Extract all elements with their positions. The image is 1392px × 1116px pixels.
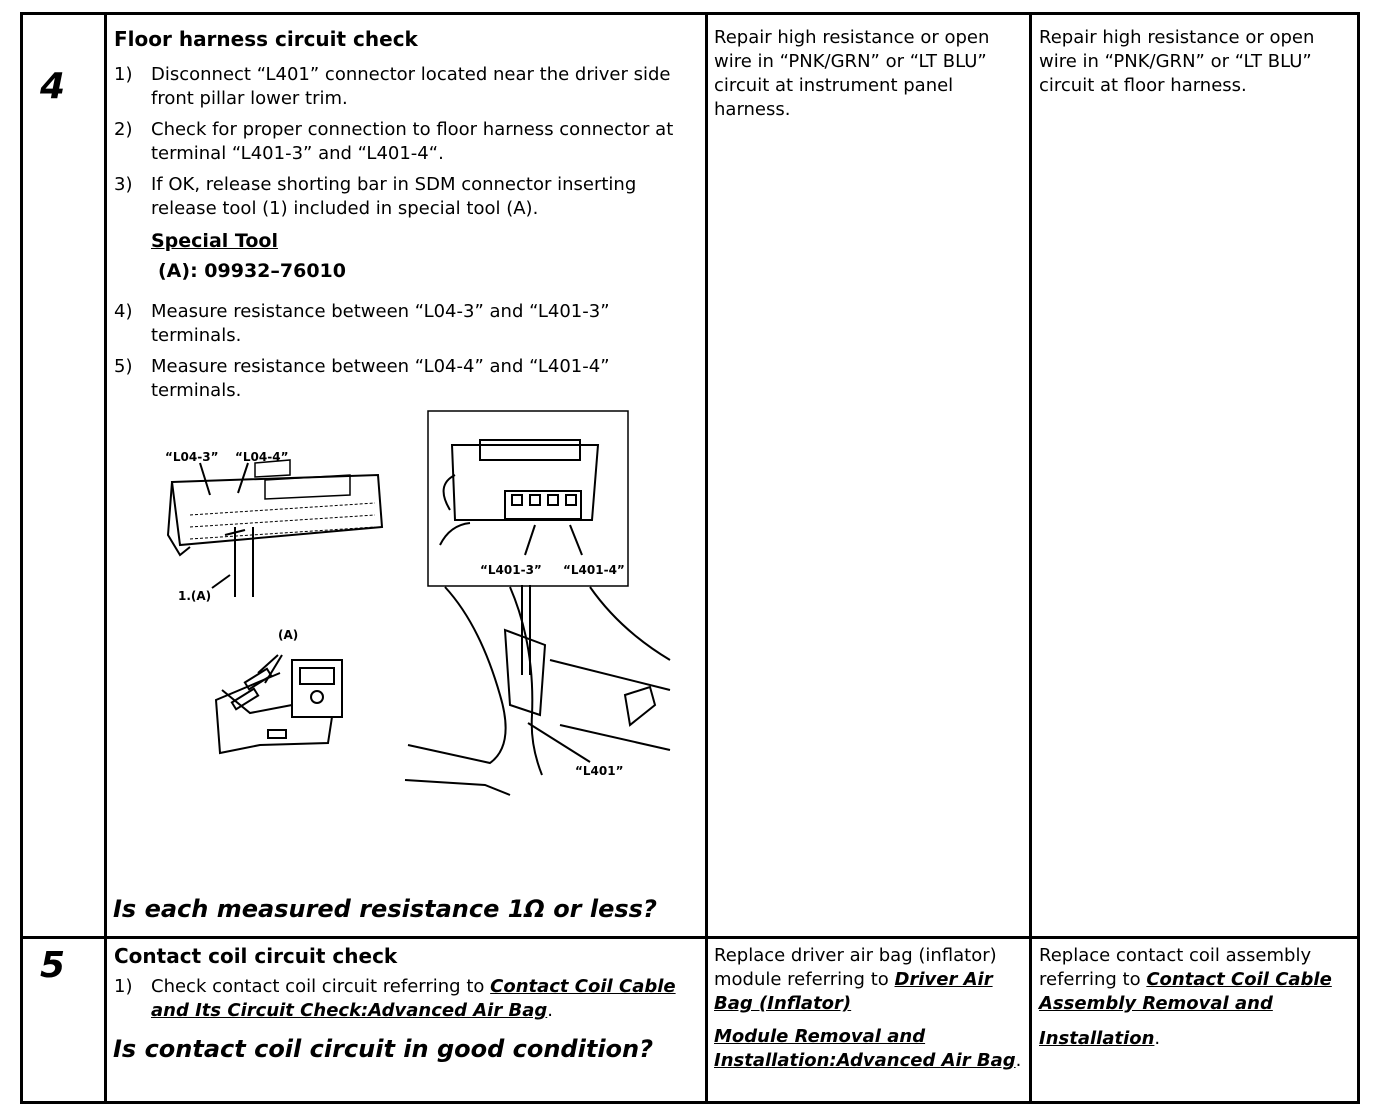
contact-coil-removal-link-continued[interactable]: Installation <box>1039 1028 1155 1049</box>
list-item <box>114 173 686 223</box>
contact-coil-check-link[interactable]: Contact Coil Cable and Its Circuit Check:Advanced Air Bag <box>151 976 676 1021</box>
no-result-suffix: . <box>1154 1028 1161 1049</box>
item-number: 4) <box>114 301 133 322</box>
item-text: Disconnect “L401” connector located near the driver side front pillar lower trim. <box>151 64 671 109</box>
step-question: Is contact coil circuit in good condition? <box>113 1035 654 1063</box>
driver-air-bag-link[interactable]: Driver Air Bag (Inflator) <box>714 969 993 1014</box>
step-title: Floor harness circuit check <box>114 27 418 51</box>
yes-result-continued <box>714 1025 1022 1073</box>
list-item <box>114 355 684 405</box>
item-number: 5) <box>114 356 133 377</box>
no-result: Repair high resistance or open wire in “PNK/GRN” or “LT BLU” circuit at floor harness. <box>1039 27 1315 96</box>
yes-result-suffix: . <box>1015 1050 1022 1071</box>
yes-result-prefix: Replace driver air bag (inflator) module referring to <box>714 945 997 990</box>
label-l401-4: “L401-4” <box>563 563 625 577</box>
special-tool-value: (A): 09932–76010 <box>158 260 346 282</box>
label-l04-3: “L04-3” <box>165 450 219 464</box>
item-number: 2) <box>114 119 133 140</box>
yes-result: Repair high resistance or open wire in “PNK/GRN” or “LT BLU” circuit at instrument panel harness. <box>714 27 990 120</box>
no-result <box>1039 944 1349 1016</box>
item-number: 3) <box>114 174 133 195</box>
item-text: Check for proper connection to floor harness connector at terminal “L401-3” and “L401-4“. <box>151 119 674 164</box>
no-result-prefix: Replace contact coil assembly referring to <box>1039 945 1312 990</box>
pillar-trim <box>408 587 506 763</box>
row-divider <box>23 936 1357 939</box>
label-probe: (A) <box>278 628 299 642</box>
special-tool-label: Special Tool <box>151 230 278 252</box>
yes-result <box>714 944 1022 1016</box>
list-item <box>114 300 684 350</box>
list-item <box>114 118 684 168</box>
item-text-prefix: Check contact coil circuit referring to <box>151 976 491 997</box>
wiring-diagram-figure <box>150 405 680 805</box>
step-number: 5 <box>40 945 66 986</box>
item-text: If OK, release shorting bar in SDM connector inserting release tool (1) included in special tool (A). <box>151 174 637 219</box>
item-text: Measure resistance between “L04-3” and “L401-3” terminals. <box>151 301 610 346</box>
item-text-suffix: . <box>547 1000 553 1021</box>
label-l401-3: “L401-3” <box>480 563 542 577</box>
label-l401: “L401” <box>575 764 624 778</box>
label-l04-4: “L04-4” <box>235 450 289 464</box>
driver-air-bag-link-continued[interactable]: Module Removal and Installation:Advanced Air Bag <box>714 1026 1016 1071</box>
item-number: 1) <box>114 976 133 997</box>
list-item <box>114 63 684 113</box>
label-release-tool: 1.(A) <box>178 589 212 603</box>
inset-frame <box>428 411 628 586</box>
list-item <box>114 975 684 1025</box>
item-text <box>151 975 684 1023</box>
item-text: Measure resistance between “L04-4” and “L401-4” terminals. <box>151 356 610 401</box>
contact-coil-removal-link[interactable]: Contact Coil Cable Assembly Removal and <box>1039 969 1332 1014</box>
step-question: Is each measured resistance 1Ω or less? <box>113 895 657 923</box>
item-number: 1) <box>114 64 133 85</box>
step-number: 4 <box>40 66 66 107</box>
step-title: Contact coil circuit check <box>114 944 398 968</box>
no-result-continued <box>1039 1027 1339 1051</box>
